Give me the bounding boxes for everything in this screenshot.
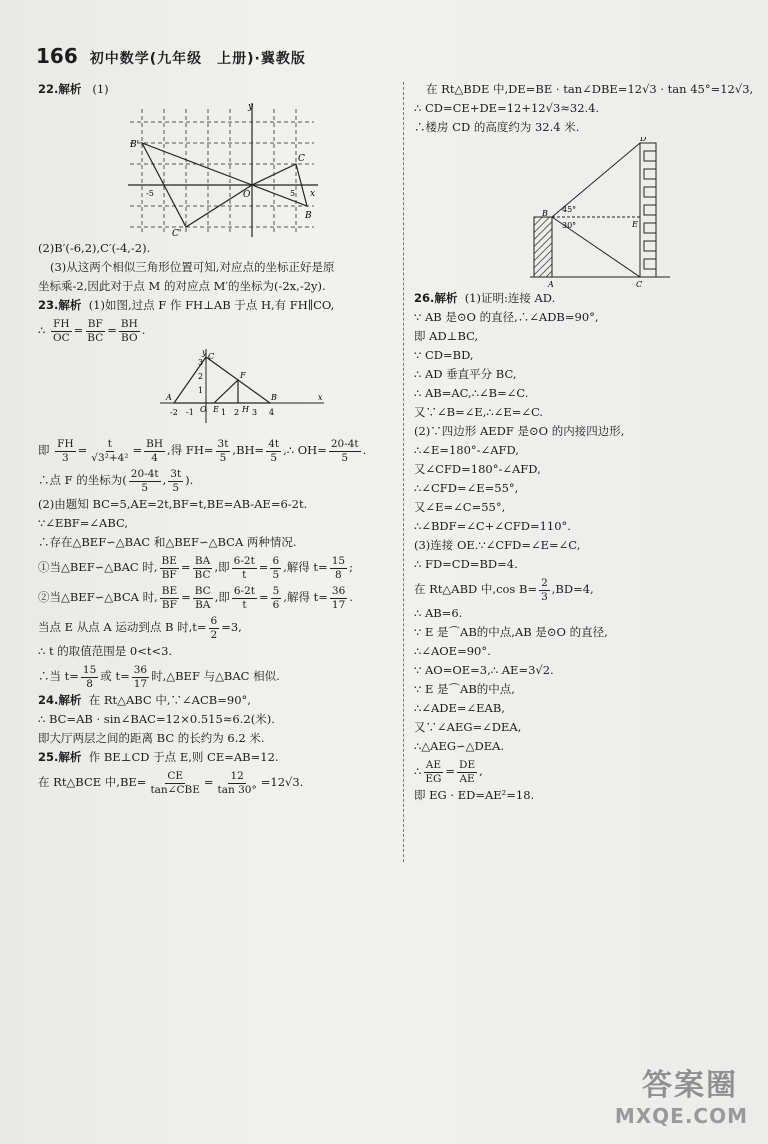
fraction-denominator: 5 xyxy=(272,568,280,581)
fraction-numerator: 3t xyxy=(217,437,229,450)
q24-line3: 即大厅两层之间的距离 BC 的长约为 6.2 米. xyxy=(38,731,265,745)
fraction-numerator: BE xyxy=(161,554,177,567)
fraction-denominator: 17 xyxy=(331,598,346,611)
q22-tick-pos5: 5 xyxy=(290,189,296,198)
text: 在 Rt△BCE 中,BE= xyxy=(38,775,147,789)
text: . xyxy=(189,473,194,487)
fraction-numerator: 12 xyxy=(230,769,244,782)
q22-tick-neg5: -5 xyxy=(146,189,154,198)
q23-tick: 1 xyxy=(221,408,227,417)
q24-heading xyxy=(38,691,390,710)
q25-line2: 在 Rt△BCE 中,BE= $\frac{CE}{\text{tan∠CBE}}$ = $\frac{12}{\tan 30^\circ}$ =12√3. xyxy=(38,769,304,796)
q26-line20: ∵ AO=OE=3,∴ AE=3√2. xyxy=(414,663,554,677)
fraction-denominator: BF xyxy=(161,568,177,581)
fraction xyxy=(55,438,75,465)
angle-30: 30° xyxy=(562,221,577,230)
fraction-numerator: 6-2t xyxy=(233,584,256,597)
text: . xyxy=(362,443,367,457)
q26-line8: (2)∵四边形 AEDF 是⊙O 的内接四边形, xyxy=(414,424,625,438)
q25-right-line2: ∴ CD=CE+DE=12+12√3≈32.4. xyxy=(414,101,600,115)
fraction-denominator: BC xyxy=(194,568,211,581)
page-header xyxy=(36,44,306,68)
q23-case2: ②当△BEF∽△BCA 时, $\frac{BE}{BF}$ = $\frac{BC}{BA}$ ,即 $\frac{6-2t}{t}$ = $\frac{5}{6}$ ,解得 t= $\frac{36}{17}$ . xyxy=(38,584,353,611)
q23-tick: 1 xyxy=(198,386,204,395)
fraction xyxy=(330,585,347,612)
q26-line4: ∵ CD=BD, xyxy=(414,348,474,362)
q26-line3: 即 AD⊥BC, xyxy=(414,329,479,343)
left-column xyxy=(38,80,390,797)
q22-number: 22.解析 xyxy=(38,82,82,96)
building-ab xyxy=(534,217,552,277)
text: ,得 FH= xyxy=(167,443,214,457)
q23-tick: -1 xyxy=(186,408,194,417)
fraction-denominator: 2 xyxy=(210,628,218,641)
fraction xyxy=(457,759,477,786)
text: 在 Rt△ABD 中,cos B= xyxy=(414,582,538,596)
q23-proportion xyxy=(38,315,390,345)
text: 当点 E 从点 A 运动到点 B 时,t= xyxy=(38,620,207,634)
q26-line22: ∴∠ADE=∠EAB, xyxy=(414,701,505,715)
q23-line3: 即 $\frac{FH}{3}$ = $\frac{t}{\text{√3²+4²}}$ = $\frac{BH}{4}$ ,得 FH= $\frac{3t}{5}$ ,BH= $\frac{4t}{5}$ ,∴ OH= $\frac{20-4t}{5}$ . xyxy=(38,437,367,464)
fraction-numerator: BH xyxy=(146,437,164,450)
text: ,BH= xyxy=(232,443,265,457)
q23-label-c: C xyxy=(208,352,215,361)
watermark-chinese: 答案圈 xyxy=(642,1068,738,1103)
q23-label-x: x xyxy=(318,393,323,402)
book-title: 初中数学(九年级 上册)·冀教版 xyxy=(89,51,306,67)
q26-line26: 即 EG · ED=AE²=18. xyxy=(414,788,535,802)
fraction-numerator: t xyxy=(107,437,112,450)
label-d: D xyxy=(640,137,647,143)
fraction xyxy=(119,318,140,345)
fraction xyxy=(330,555,347,582)
fraction-numerator: AE xyxy=(425,758,441,771)
fraction-denominator: BA xyxy=(195,598,211,611)
q22-label-b: B xyxy=(305,211,312,221)
fraction-denominator: tan 30° xyxy=(217,783,257,796)
text: ∴ xyxy=(414,764,422,778)
q25-number: 25.解析 xyxy=(38,750,82,764)
q23-tick: 4 xyxy=(269,408,275,417)
fraction-numerator: 6-2t xyxy=(233,554,255,567)
fraction-denominator: 3 xyxy=(62,451,69,464)
text: ,BD=4, xyxy=(551,582,594,596)
fraction-numerator: 15 xyxy=(331,554,346,567)
fraction xyxy=(329,438,361,465)
q22-label-y: y xyxy=(248,102,254,112)
q22-label-x: x xyxy=(310,189,316,199)
building-windows xyxy=(644,151,656,269)
text: 时,△BEF 与△BAC 相似. xyxy=(151,669,280,683)
fraction-denominator: 8 xyxy=(86,677,93,690)
q23-label-y: y xyxy=(202,348,207,357)
q22-heading xyxy=(38,80,390,99)
q23-line4: ∴点 F 的坐标为( $\frac{20-4t}{5}$ , $\frac{3t}{5}$ ). xyxy=(38,467,194,494)
fraction xyxy=(232,585,257,612)
fraction xyxy=(193,585,213,612)
fraction-denominator: BO xyxy=(121,331,138,344)
q22-line3: (3)从这两个相似三角形位置可知,对应点的坐标正好是原 xyxy=(50,260,335,274)
q25-right-line3: ∴楼房 CD 的高度约为 32.4 米. xyxy=(414,120,580,134)
period: . xyxy=(141,323,146,337)
q22-coordinate-figure xyxy=(124,99,324,239)
text: =3, xyxy=(221,620,242,634)
fraction-numerator: BE xyxy=(161,584,178,597)
q23-label-e: E xyxy=(213,405,219,414)
q26-line23: 又∵∠AEG=∠DEA, xyxy=(414,720,522,734)
label-c: C xyxy=(636,280,643,289)
fraction-denominator: 5 xyxy=(219,451,227,464)
text: ①当△BEF∽△BAC 时, xyxy=(38,560,158,574)
fraction xyxy=(132,664,149,691)
equals-sign: = xyxy=(73,323,84,337)
q26-line12: 又∠E=∠C=55°, xyxy=(414,500,506,514)
q22-label-c-prime: C' xyxy=(172,229,182,239)
q26-number: 26.解析 xyxy=(414,291,458,305)
q26-line15: ∴ FD=CD=BD=4. xyxy=(414,557,518,571)
fraction xyxy=(148,770,201,797)
text: 即 xyxy=(38,443,50,457)
q23-label-h: H xyxy=(242,405,249,414)
fraction xyxy=(160,555,179,582)
q24-number: 24.解析 xyxy=(38,693,82,707)
fraction xyxy=(216,438,231,465)
text: ,解得 t= xyxy=(283,560,328,574)
fraction-numerator: 3t xyxy=(170,467,182,480)
text: ∴点 F 的坐标为 xyxy=(38,473,123,487)
q23-tick: 2 xyxy=(234,408,240,417)
fraction-denominator: √3²+4² xyxy=(91,451,129,464)
q26-line21: ∵ E 是⌒AB的中点, xyxy=(414,682,515,696)
q23-tick: 2 xyxy=(198,372,204,381)
fraction-numerator: 15 xyxy=(82,663,97,676)
fraction xyxy=(539,577,550,604)
q25-right-line1: 在 Rt△BDE 中,DE=BE · tan∠DBE=12√3 · tan 45°=12√3, xyxy=(426,82,754,96)
fraction-numerator: BA xyxy=(194,554,211,567)
fraction-numerator: BC xyxy=(194,584,211,597)
text: , xyxy=(479,764,483,778)
q24-line2: ∴ BC=AB · sin∠BAC=12×0.515≈6.2(米). xyxy=(38,712,275,726)
fraction-numerator: FH xyxy=(57,437,74,450)
fraction-numerator: 4t xyxy=(268,437,280,450)
q22-line4: 坐标乘-2,因此对于点 M 的对应点 M′的坐标为(-2x,-2y). xyxy=(38,279,326,293)
fraction xyxy=(232,555,257,582)
text: =12√3. xyxy=(260,775,304,789)
q23-tick: -2 xyxy=(170,408,178,417)
q23-coordinate-figure xyxy=(158,345,328,435)
text: ②当△BEF∽△BCA 时, xyxy=(38,590,158,604)
fraction xyxy=(423,759,443,786)
fraction-numerator: 20-4t xyxy=(330,437,359,450)
q26-heading xyxy=(414,289,754,308)
q23-label-a: A xyxy=(166,393,172,402)
fraction xyxy=(89,438,130,465)
q26-line13: ∴∠BDF=∠C+∠CFD=110°. xyxy=(414,519,571,533)
fraction xyxy=(144,438,165,465)
q23-tick: 3 xyxy=(198,358,204,367)
fraction-denominator: EG xyxy=(425,772,442,785)
fraction xyxy=(216,770,259,797)
text: ,即 xyxy=(214,560,230,574)
text: 或 t= xyxy=(100,669,130,683)
q26-line16 xyxy=(414,574,754,604)
q23-case1: ①当△BEF∽△BAC 时, $\frac{BE}{BF}$ = $\frac{BA}{BC}$ ,即 $\frac{6-2t}{t}$ = $\frac{6}{5}$ ,解得 t= $\frac{15}{8}$ ; xyxy=(38,554,353,581)
fraction xyxy=(209,615,220,642)
q25-line1: 作 BE⊥CD 于点 E,则 CE=AB=12. xyxy=(88,750,279,764)
text: ∴当 t= xyxy=(38,669,79,683)
q23-heading xyxy=(38,296,390,315)
fraction xyxy=(160,585,179,612)
fraction-numerator: BF xyxy=(87,317,103,330)
fraction-denominator: 5 xyxy=(141,481,149,494)
q25-building-figure xyxy=(530,137,690,289)
fraction xyxy=(85,318,105,345)
equals-sign: = xyxy=(107,323,117,337)
fraction-numerator: 6 xyxy=(272,554,280,567)
q23-line7: ∴存在△BEF∽△BAC 和△BEF∽△BCA 两种情况. xyxy=(38,535,297,549)
column-divider xyxy=(403,82,404,862)
q22-label-c: C xyxy=(298,154,305,164)
q26-line5: ∴ AD 垂直平分 BC, xyxy=(414,367,517,381)
fraction-numerator: 20-4t xyxy=(130,467,159,480)
q26-line19: ∴∠AOE=90°. xyxy=(414,644,491,658)
fraction-numerator: CE xyxy=(167,769,184,782)
q26-line2: ∵ AB 是⊙O 的直径,∴∠ADB=90°, xyxy=(414,310,599,324)
q23-line11: ∴ t 的取值范围是 0<t<3. xyxy=(38,644,173,658)
fraction-denominator: AE xyxy=(459,772,475,785)
q26-line11: ∴∠CFD=∠E=55°, xyxy=(414,481,519,495)
fraction-denominator: BF xyxy=(161,598,177,611)
fraction-numerator: 36 xyxy=(133,663,148,676)
fraction-denominator: 3 xyxy=(541,590,548,603)
fraction-denominator: BC xyxy=(87,331,104,344)
therefore-symbol: ∴ xyxy=(38,323,46,337)
building-cd xyxy=(640,143,656,277)
fraction-denominator: 6 xyxy=(272,598,280,611)
label-a: A xyxy=(548,280,554,289)
text: ,即 xyxy=(214,590,230,604)
q23-line10 xyxy=(38,612,390,642)
fraction-denominator: 17 xyxy=(133,677,148,690)
fraction-numerator: BH xyxy=(120,317,138,330)
fraction-denominator: 8 xyxy=(335,568,342,581)
label-e: E xyxy=(632,220,638,229)
q26-line18: ∵ E 是⌒AB的中点,AB 是⊙O 的直径, xyxy=(414,625,608,639)
fraction-denominator: t xyxy=(242,568,247,581)
q23-line1: (1)如图,过点 F 作 FH⊥AB 于点 H,有 FH∥CO, xyxy=(88,298,335,312)
q26-line9: ∴∠E=180°-∠AFD, xyxy=(414,443,519,457)
q26-line25 xyxy=(414,756,754,786)
angle-45: 45° xyxy=(562,205,577,214)
q22-label-o: O xyxy=(243,190,251,200)
fraction-numerator: 36 xyxy=(331,584,346,597)
q23-line6: ∵∠EBF=∠ABC, xyxy=(38,516,129,530)
q23-line5: (2)由题知 BC=5,AE=2t,BF=t,BE=AB-AE=6-2t. xyxy=(38,497,308,511)
fraction-denominator: t xyxy=(242,598,247,611)
fraction-denominator: 5 xyxy=(172,481,180,494)
fraction xyxy=(129,468,161,495)
q23-label-b: B xyxy=(271,393,277,402)
fraction-denominator: tan∠CBE xyxy=(150,783,200,796)
q23-line12 xyxy=(38,661,390,691)
q26-line6: ∴ AB=AC,∴∠B=∠C. xyxy=(414,386,529,400)
fraction-denominator: OC xyxy=(52,331,70,344)
fraction-numerator: 2 xyxy=(541,576,548,589)
text: ,解得 t= xyxy=(283,590,328,604)
q23-triangle-efh xyxy=(214,380,238,403)
right-column xyxy=(414,80,754,805)
fraction xyxy=(168,468,183,495)
q22-label-b-prime: B' xyxy=(130,140,140,150)
q26-line7: 又∵∠B=∠E,∴∠E=∠C. xyxy=(414,405,544,419)
q26-line14: (3)连接 OE.∵∠CFD=∠E=∠C, xyxy=(414,538,581,552)
fraction-numerator: DE xyxy=(459,758,476,771)
q26-line1: (1)证明:连接 AD. xyxy=(464,291,556,305)
page-number: 166 xyxy=(36,44,78,68)
fraction xyxy=(270,555,281,582)
fraction-numerator: FH xyxy=(53,317,70,330)
q22-line2: (2)B′(-6,2),C′(-4,-2). xyxy=(38,241,151,255)
q26-line17: ∴ AB=6. xyxy=(414,606,463,620)
q26-line24: ∴△AEG∽△DEA. xyxy=(414,739,505,753)
text: . xyxy=(349,590,353,604)
q23-number: 23.解析 xyxy=(38,298,82,312)
q22-part1: (1) xyxy=(92,82,109,96)
label-b: B xyxy=(542,209,548,218)
fraction xyxy=(266,438,281,465)
q23-tick: 3 xyxy=(252,408,258,417)
fraction-denominator: 4 xyxy=(151,451,158,464)
fraction xyxy=(193,555,213,582)
q26-line10: 又∠CFD=180°-∠AFD, xyxy=(414,462,541,476)
fraction-denominator: 5 xyxy=(341,451,349,464)
q24-line1: 在 Rt△ABC 中,∵∠ACB=90°, xyxy=(88,693,251,707)
equals-sign: = xyxy=(445,764,456,778)
fraction xyxy=(81,664,98,691)
q25-heading xyxy=(38,748,390,767)
fraction-denominator: 5 xyxy=(270,451,277,464)
q23-label-o: O xyxy=(200,405,207,414)
q23-label-f: F xyxy=(240,371,246,380)
fraction xyxy=(271,585,282,612)
fraction-numerator: 6 xyxy=(210,614,218,627)
text: ,∴ OH= xyxy=(283,443,327,457)
watermark-url: MXQE.COM xyxy=(614,1104,748,1128)
text: ; xyxy=(349,560,353,574)
fraction xyxy=(51,318,72,345)
fraction-numerator: 5 xyxy=(272,584,280,597)
